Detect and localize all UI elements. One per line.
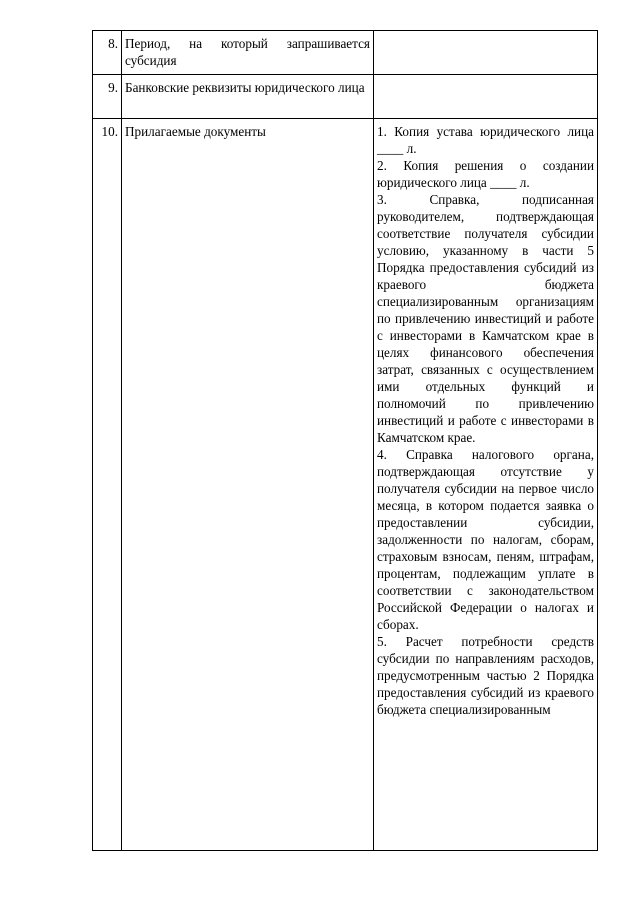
row-label-bank-details: Банковские реквизиты юридического лица bbox=[122, 75, 374, 119]
row-label-attached-documents: Прилагаемые документы bbox=[122, 119, 374, 851]
attached-documents-list bbox=[374, 119, 598, 851]
application-form-table bbox=[92, 30, 598, 851]
document-item-director-certificate: 3. Справка, подписанная руководителем, подтверждающая соответствие получателя субсидии условию, указанному в части 5 Порядка предоставления субсидий из краевого бюджета специализированным организациям по привлечению инвестиций и работе с инвесторами в Камчатском крае в целях финансового обеспечения затрат, связанных с осуществлением ими отдельных функций и полномочий по привлечению инвестиций и работе с инвесторами в Камчатском крае. bbox=[377, 192, 594, 445]
document-item-subsidy-calculation: 5. Расчет потребности средств субсидии по направлениям расходов, предусмотренным частью 2 Порядка предоставления субсидий из краевого бюджета специализированным bbox=[377, 634, 594, 717]
table-row bbox=[93, 119, 598, 851]
document-item-tax-certificate: 4. Справка налогового органа, подтверждающая отсутствие у получателя субсидии на первое число месяца, в котором подается заявка о предоставлении субсидии, задолженности по налогам, сборам, страховым взносам, пеням, штрафам, процентам, подлежащим уплате в соответствии с законодательством Российской Федерации о налогах и сборах. bbox=[377, 447, 594, 632]
document-item-charter: 1. Копия устава юридического лица ____ л. bbox=[377, 124, 594, 156]
row-label-subsidy-period: Период, на который запрашивается субсидия bbox=[122, 31, 374, 75]
document-item-founding-decision: 2. Копия решения о создании юридического лица ____ л. bbox=[377, 158, 594, 190]
row-value-bank-details bbox=[374, 75, 598, 119]
row-value-subsidy-period bbox=[374, 31, 598, 75]
row-number: 10. bbox=[93, 119, 122, 851]
table-row bbox=[93, 31, 598, 75]
table-row bbox=[93, 75, 598, 119]
row-number: 9. bbox=[93, 75, 122, 119]
row-number: 8. bbox=[93, 31, 122, 75]
